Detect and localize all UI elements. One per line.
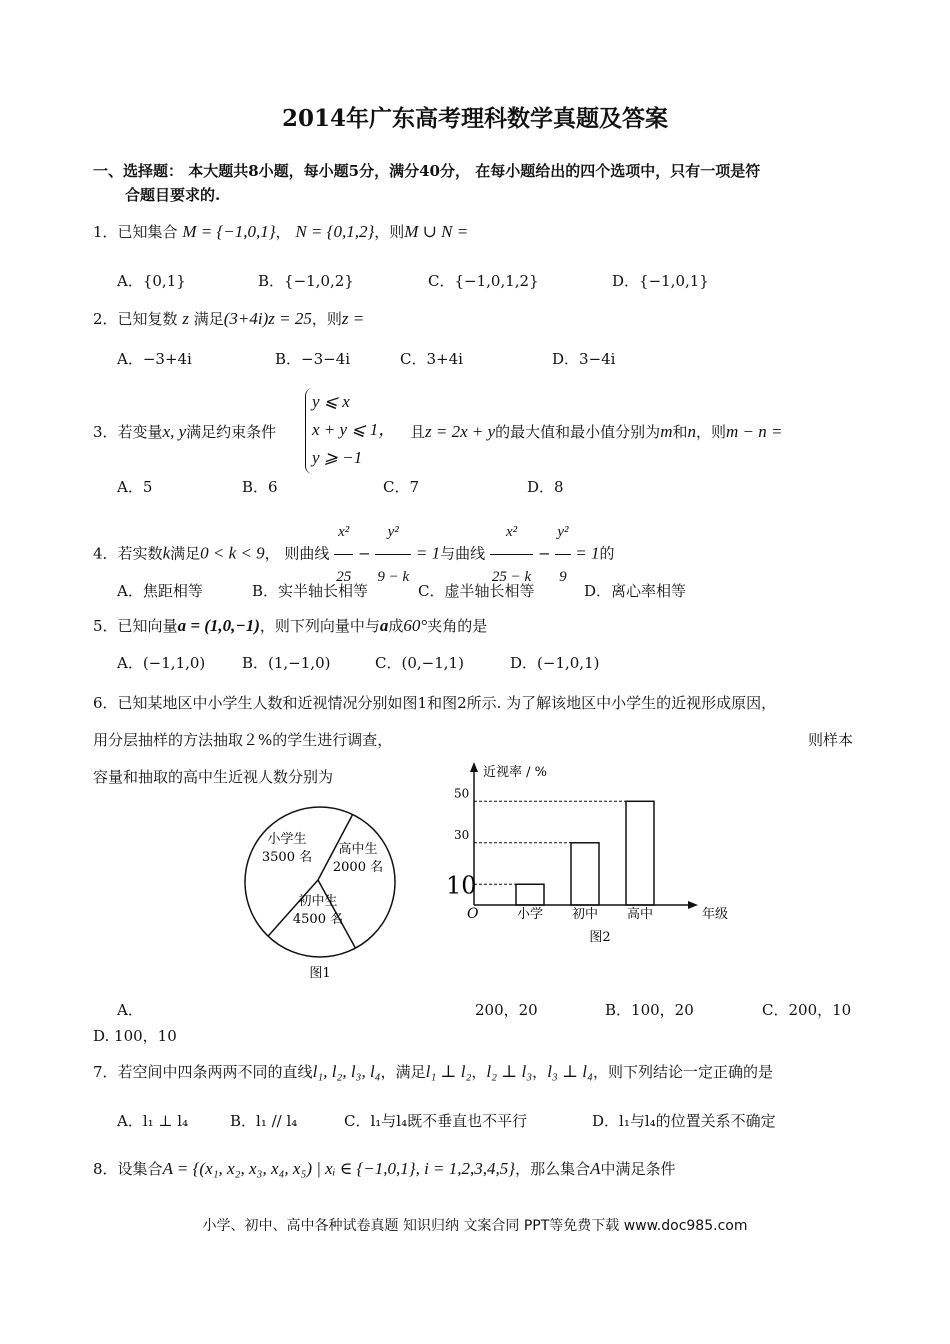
q3-text-e: 和 bbox=[672, 423, 688, 441]
q7-number: 7． bbox=[93, 1063, 118, 1081]
q4-fraction-2: $\frac{\text{y²}}{9 - k}$ bbox=[375, 510, 411, 599]
y-tick-10: 10 bbox=[446, 871, 477, 900]
q1-number: 1． bbox=[93, 223, 118, 241]
q2-option-c[interactable]: C．3+4i bbox=[400, 350, 463, 368]
q5-option-d[interactable]: D．(−1,0,1) bbox=[510, 654, 600, 672]
q1-set-m: M = {−1,0,1} bbox=[182, 222, 276, 241]
q7-cond-2: l₂ ⊥ l₃ bbox=[486, 1062, 533, 1081]
question-2 bbox=[93, 308, 364, 329]
q3-option-b[interactable]: B．6 bbox=[242, 478, 278, 496]
q2-text-a: 已知复数 bbox=[117, 310, 178, 328]
question-1 bbox=[93, 221, 468, 242]
q3-objective: z = 2x + y bbox=[425, 422, 496, 441]
pie-outline bbox=[245, 807, 395, 957]
q3-text-d: 的最大值和最小值分别为 bbox=[495, 423, 661, 441]
q2-equation: (3+4i)z = 25 bbox=[223, 309, 312, 328]
q5-text-b: ，则下列向量中与 bbox=[259, 617, 380, 635]
q3-diff: m − n = bbox=[726, 422, 783, 441]
pie-label-senior: 高中生 bbox=[338, 842, 378, 857]
q6-line-1: 6．已知某地区中小学生人数和近视情况分别如图1和图2所示. 为了解该地区中小学生的近视形成原因， bbox=[93, 694, 777, 712]
q3-text-f: ，则 bbox=[695, 423, 726, 441]
q6-option-d[interactable]: D. 100，10 bbox=[93, 1027, 177, 1045]
q8-text-b: ，那么集合 bbox=[515, 1160, 591, 1178]
q7-sep-2: ， bbox=[532, 1063, 548, 1081]
q3-number: 3． bbox=[93, 423, 118, 441]
q2-text-b: 满足 bbox=[193, 310, 224, 328]
q2-var-z: z bbox=[182, 309, 189, 328]
pie-count-junior: 4500 名 bbox=[292, 912, 344, 927]
q6-line-3: 容量和抽取的高中生近视人数分别为 bbox=[93, 768, 334, 786]
q7-option-c[interactable]: C．l₁与l₄既不垂直也不平行 bbox=[344, 1112, 528, 1130]
q2-text-c: ，则 bbox=[311, 310, 342, 328]
footer-link[interactable]: 小学、初中、高中各种试卷真题 知识归纳 文案合同 PPT等免费下载 www.doc985.com bbox=[202, 1218, 748, 1234]
q5-vector-ref: a bbox=[379, 616, 389, 635]
q3-option-a[interactable]: A．5 bbox=[117, 478, 153, 496]
q2-option-d[interactable]: D．3−4i bbox=[552, 350, 616, 368]
question-7 bbox=[93, 1061, 773, 1082]
q4-var-k: k bbox=[162, 543, 171, 563]
page-title: 2014年广东高考理科数学真题及答案 bbox=[281, 105, 668, 132]
q6-line-2-right: 则样本 bbox=[808, 731, 854, 749]
bar-初中 bbox=[571, 843, 599, 905]
q1-option-b[interactable]: B．{−1,0,2} bbox=[258, 272, 354, 290]
q5-angle: 60° bbox=[403, 616, 428, 635]
q4-eq-2: = 1 bbox=[575, 543, 600, 563]
q4-fraction-1: $\frac{\text{x²}}{25}$ bbox=[334, 510, 353, 599]
q3-m: m bbox=[660, 422, 673, 441]
q8-text-a: 设集合 bbox=[117, 1160, 163, 1178]
q3-option-d[interactable]: D．8 bbox=[527, 478, 564, 496]
q4-fraction-4: $\frac{\text{y²}}{9}$ bbox=[555, 510, 570, 599]
x-tick-初中: 初中 bbox=[571, 907, 599, 922]
q1-option-c[interactable]: C．{−1,0,1,2} bbox=[428, 272, 539, 290]
q7-option-b[interactable]: B．l₁ // l₄ bbox=[230, 1112, 298, 1130]
q3-constraint-2: x + y ⩽ 1， bbox=[312, 420, 396, 439]
q6-option-c[interactable]: C．200，10 bbox=[762, 1001, 852, 1019]
bar-小学 bbox=[516, 884, 544, 905]
q4-option-a[interactable]: A．焦距相等 bbox=[117, 582, 203, 600]
q5-number: 5． bbox=[93, 617, 118, 635]
q8-var-a: A bbox=[590, 1159, 601, 1178]
figure-1-pie bbox=[230, 790, 410, 985]
q8-text-c: 中满足条件 bbox=[600, 1160, 676, 1178]
q5-text-a: 已知向量 bbox=[117, 617, 178, 635]
q5-option-b[interactable]: B．(1,−1,0) bbox=[242, 654, 331, 672]
q1-text-b: ，则 bbox=[374, 223, 405, 241]
q6-option-a-label[interactable]: A． bbox=[117, 1001, 143, 1019]
question-3-text-right bbox=[410, 421, 782, 442]
q3-text-b: 满足约束条件 bbox=[186, 423, 277, 441]
q7-text-a: 若空间中四条两两不同的直线 bbox=[117, 1063, 313, 1081]
q4-number: 4． bbox=[93, 544, 118, 563]
y-axis-arrow bbox=[470, 762, 478, 772]
q7-lines: l₁, l₂, l₃, l₄ bbox=[312, 1062, 381, 1081]
pie-count-primary: 3500 名 bbox=[261, 850, 313, 865]
q5-text-d: 夹角的是 bbox=[427, 617, 488, 635]
q1-option-d[interactable]: D．{−1,0,1} bbox=[612, 272, 709, 290]
bars-layer bbox=[446, 786, 654, 922]
q4-range: 0 < k < 9 bbox=[200, 543, 265, 563]
q6-option-a-value[interactable]: 200，20 bbox=[475, 1001, 538, 1019]
q7-sep-1: ， bbox=[471, 1063, 487, 1081]
question-8 bbox=[93, 1158, 676, 1179]
question-4: 4．若实数k满足0 < k < 9， 则曲线 $\frac{\text{x²}}{25}$ − $\frac{\text{y²}}{9 - k}$ = 1与曲线 $\frac{\text{x²}}{25 - k}$ − $\frac{\text{y²}}{9}$ = 1的 bbox=[93, 510, 615, 599]
q4-text-c: ， 则曲线 bbox=[264, 544, 330, 563]
q4-option-b[interactable]: B．实半轴长相等 bbox=[252, 582, 369, 600]
q4-eq-1: = 1 bbox=[415, 543, 441, 563]
q8-set-a: A = {(x₁, x₂, x₃, x₄, x₅) | xᵢ ∈ {−1,0,1}, i = 1,2,3,4,5} bbox=[162, 1159, 516, 1178]
pie-count-senior: 2000 名 bbox=[332, 860, 384, 875]
q1-sep: ， bbox=[275, 223, 291, 241]
q3-option-c[interactable]: C．7 bbox=[383, 478, 420, 496]
q2-number: 2． bbox=[93, 310, 118, 328]
q7-option-d[interactable]: D．l₁与l₄的位置关系不确定 bbox=[592, 1112, 776, 1130]
q5-vector-a: a = (1,0,−1) bbox=[177, 616, 260, 635]
y-tick-50: 50 bbox=[454, 786, 470, 801]
pie-label-primary: 小学生 bbox=[267, 832, 307, 847]
question-3-text-left bbox=[93, 421, 276, 442]
pie-label-junior: 初中生 bbox=[298, 894, 338, 909]
q5-option-c[interactable]: C．(0,−1,1) bbox=[375, 654, 464, 672]
q6-option-b[interactable]: B．100，20 bbox=[605, 1001, 694, 1019]
q4-text-b: 满足 bbox=[170, 544, 201, 563]
q3-vars: x, y bbox=[162, 422, 187, 441]
q1-union: M ∪ N = bbox=[404, 222, 469, 241]
section-header-line2: 合题目要求的. bbox=[125, 186, 221, 204]
q6-line-2-left: 用分层抽样的方法抽取２%的学生进行调查， bbox=[93, 731, 393, 749]
q5-text-c: 成 bbox=[388, 617, 404, 635]
q7-text-b: ，满足 bbox=[380, 1063, 426, 1081]
q1-text-a: 已知集合 bbox=[117, 223, 178, 241]
q4-option-c[interactable]: C．虚半轴长相等 bbox=[418, 582, 535, 600]
bar-高中 bbox=[626, 801, 654, 905]
q3-constraint-3: y ⩾ −1 bbox=[312, 448, 363, 467]
q4-text-e: 的 bbox=[599, 544, 615, 563]
x-axis-label: 年级 bbox=[702, 907, 729, 922]
q3-n: n bbox=[687, 422, 696, 441]
figure-1-caption: 图1 bbox=[309, 966, 331, 981]
figure-2-bar-chart bbox=[440, 760, 740, 950]
x-axis-arrow bbox=[688, 901, 698, 909]
question-5 bbox=[93, 615, 487, 636]
section-header-line1: 一、选择题： 本大题共8小题，每小题5分，满分40分， 在每小题给出的四个选项中，只有一项是符 bbox=[93, 162, 761, 180]
q3-constraint-1: y ⩽ x bbox=[312, 392, 350, 411]
q4-text-a: 若实数 bbox=[117, 544, 163, 563]
q1-set-n: N = {0,1,2} bbox=[295, 222, 375, 241]
q4-text-d: 与曲线 bbox=[440, 544, 486, 563]
x-tick-高中: 高中 bbox=[626, 907, 654, 922]
q4-option-d[interactable]: D．离心率相等 bbox=[584, 582, 687, 600]
q7-cond-1: l₁ ⊥ l₂ bbox=[425, 1062, 472, 1081]
origin-label: O bbox=[467, 906, 479, 922]
q5-option-a[interactable]: A．(−1,1,0) bbox=[117, 654, 206, 672]
q2-option-b[interactable]: B．−3−4i bbox=[275, 350, 351, 368]
figure-2-caption: 图2 bbox=[589, 930, 611, 945]
q8-number: 8． bbox=[93, 1160, 118, 1178]
q3-text-c: 且 bbox=[410, 423, 426, 441]
q4-fraction-3: $\frac{\text{x²}}{25 - k}$ bbox=[490, 510, 533, 599]
y-axis-label: 近视率 / % bbox=[483, 765, 547, 780]
q2-z-eq: z = bbox=[341, 309, 365, 328]
q7-cond-3: l₃ ⊥ l₄ bbox=[547, 1062, 593, 1081]
q1-option-a[interactable]: A．{0,1} bbox=[117, 272, 186, 290]
q7-text-c: ，则下列结论一定正确的是 bbox=[592, 1063, 773, 1081]
q2-option-a[interactable]: A．−3+4i bbox=[117, 350, 192, 368]
q7-option-a[interactable]: A．l₁ ⊥ l₄ bbox=[117, 1112, 189, 1130]
y-tick-30: 30 bbox=[454, 827, 470, 842]
q3-text-a: 若变量 bbox=[117, 423, 163, 441]
x-tick-小学: 小学 bbox=[516, 907, 544, 922]
q3-constraint-system bbox=[305, 388, 395, 474]
